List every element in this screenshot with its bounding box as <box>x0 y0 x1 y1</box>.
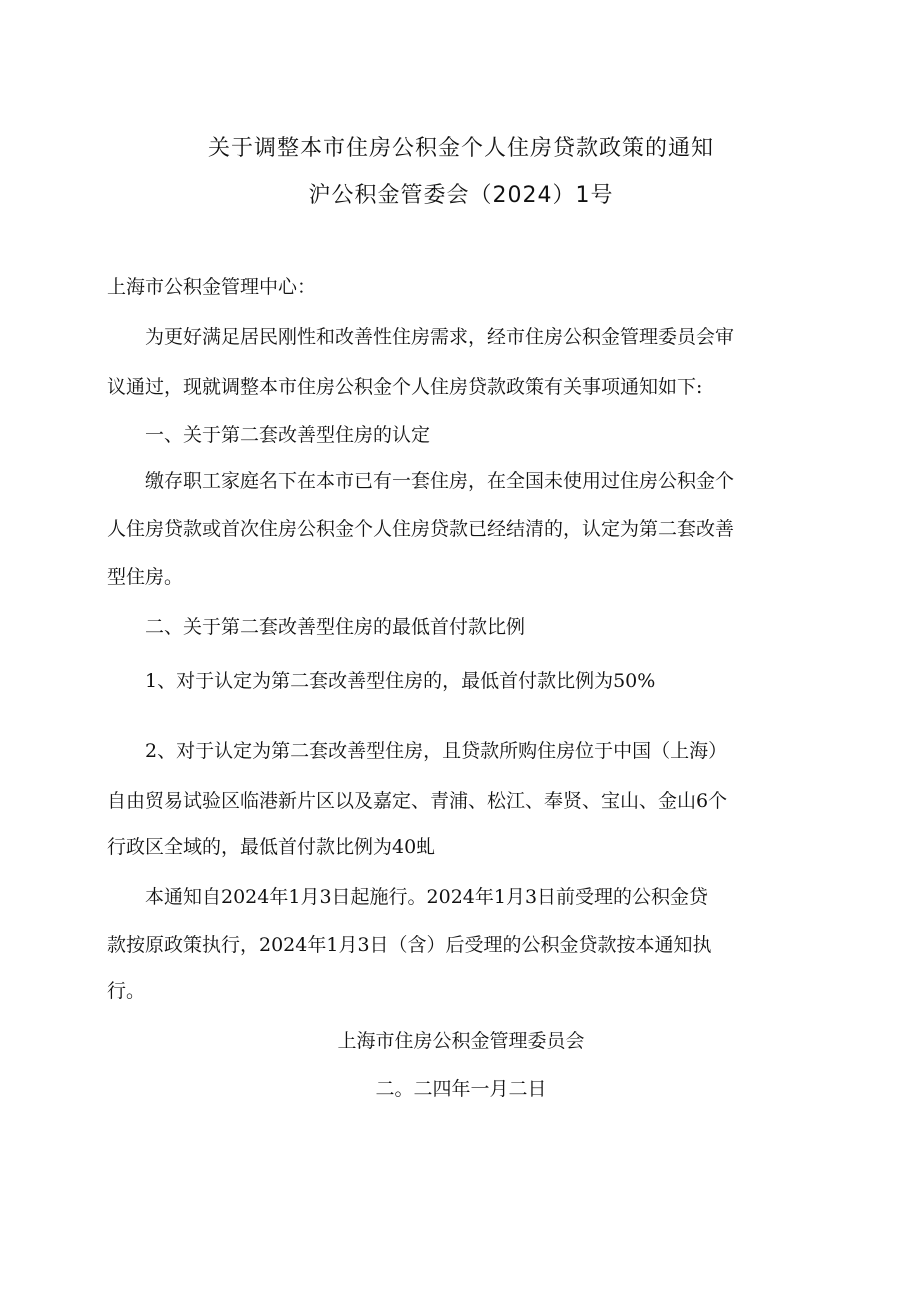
item-2-line-3: 行政区全域的，最低首付款比例为40虬 <box>107 836 436 858</box>
effective-line-2: 款按原政策执行，2024年1月3日（含）后受理的公积金贷款按本通知执 <box>107 934 712 956</box>
section-1-heading: 一、关于第二套改善型住房的认定 <box>145 424 431 446</box>
item-2-line-1: 2、对于认定为第二套改善型住房，且贷款所购住房位于中国（上海） <box>145 740 728 762</box>
section-1-line-2: 人住房贷款或首次住房公积金个人住房贷款已经结清的，认定为第二套改善 <box>107 518 735 540</box>
issuer: 上海市住房公积金管理委员会 <box>337 1030 585 1052</box>
salutation: 上海市公积金管理中心： <box>107 276 317 298</box>
effective-line-1: 本通知自2024年1月3日起施行。2024年1月3日前受理的公积金贷 <box>145 886 709 908</box>
effective-line-3: 行。 <box>107 980 146 1002</box>
item-2-line-2: 自由贸易试验区临港新片区以及嘉定、青浦、松江、奉贤、宝山、金山6个 <box>107 790 728 812</box>
document-number: 沪公积金管委会（2024）1号 <box>308 183 614 208</box>
item-1: 1、对于认定为第二套改善型住房的，最低首付款比例为50% <box>145 670 656 692</box>
section-1-line-1: 缴存职工家庭名下在本市已有一套住房，在全国未使用过住房公积金个 <box>145 470 735 492</box>
issue-date: 二。二四年一月二日 <box>375 1078 547 1100</box>
document-title: 关于调整本市住房公积金个人住房贷款政策的通知 <box>207 136 714 161</box>
section-2-heading: 二、关于第二套改善型住房的最低首付款比例 <box>145 616 526 638</box>
section-1-line-3: 型住房。 <box>107 566 184 588</box>
intro-line-2: 议通过，现就调整本市住房公积金个人住房贷款政策有关事项通知如下: <box>107 376 703 398</box>
intro-line-1: 为更好满足居民刚性和改善性住房需求，经市住房公积金管理委员会审 <box>145 326 735 348</box>
